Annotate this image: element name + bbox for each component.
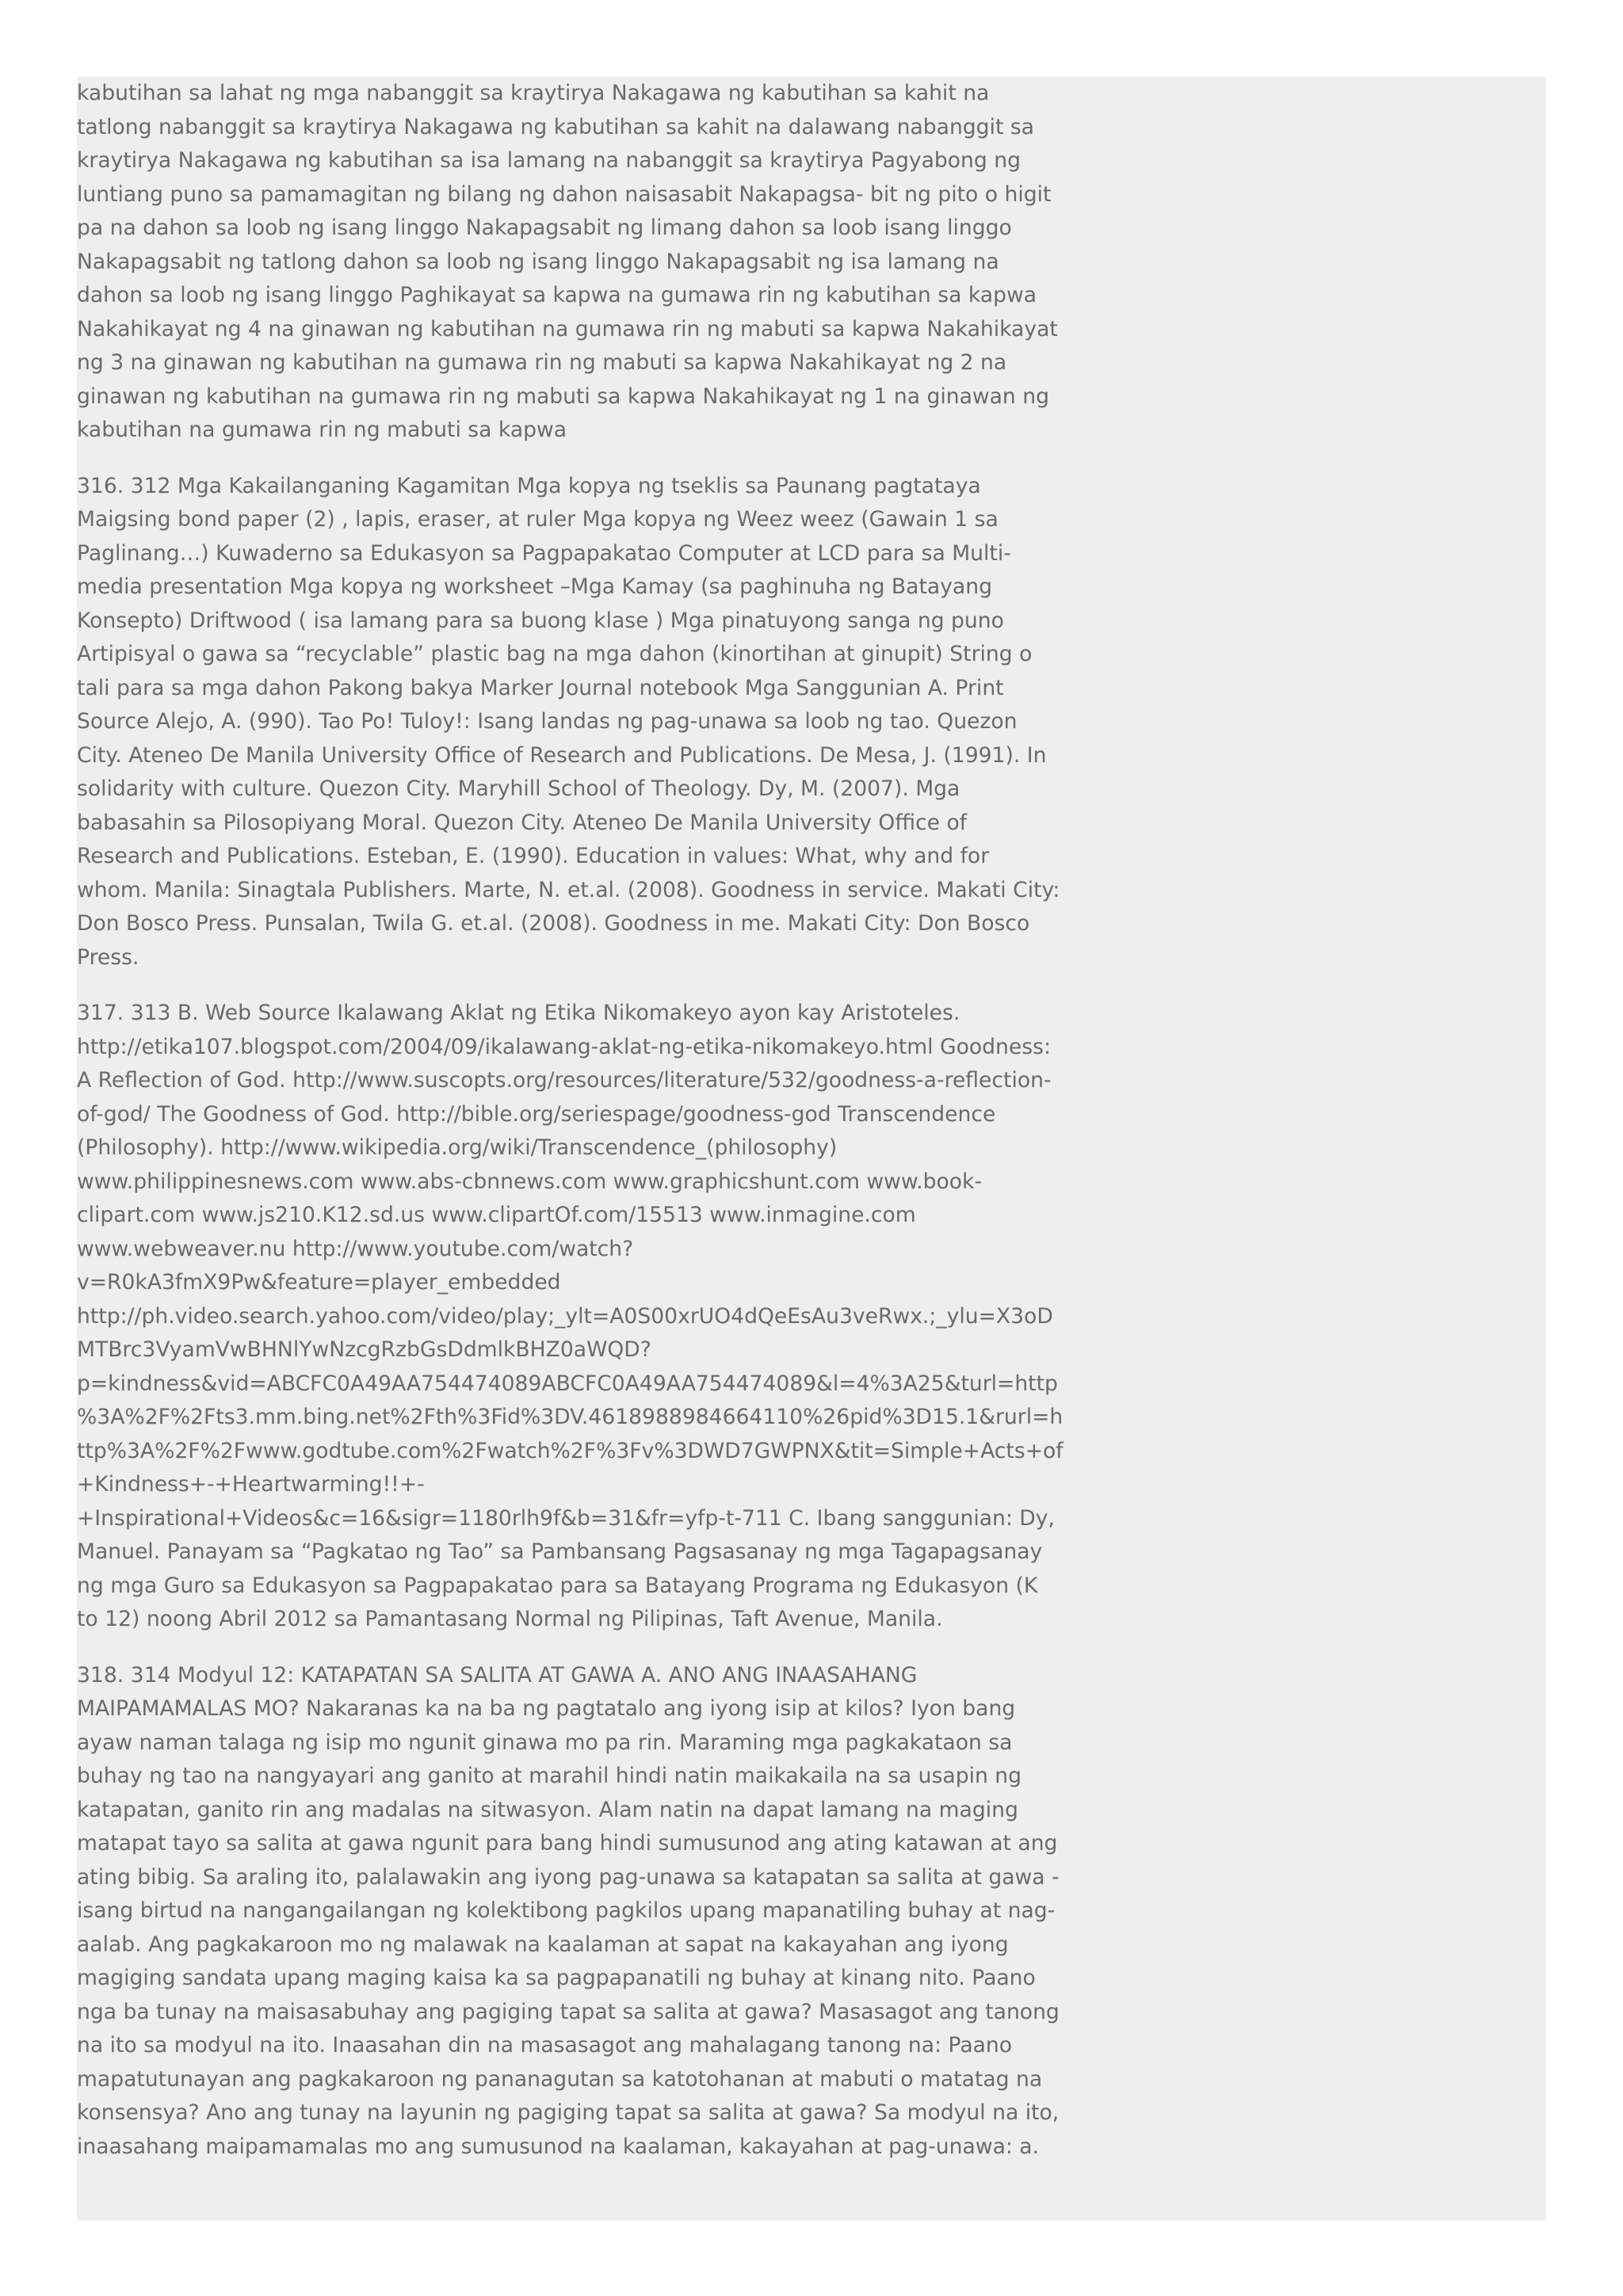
paragraph-318-modyul-12: 318. 314 Modyul 12: KATAPATAN SA SALITA AT GAWA A. ANO ANG INAASAHANG MAIPAMAMALAS MO? Nakaranas ka na ba ng pagtatalo ang iyong isip at kilos? Iyon bang ayaw naman talaga ng isip mo ngunit ginawa mo pa rin. Maraming mga pagkakataon sa buhay ng tao na nangyayari ang ganito at marahil hindi natin maikakaila na sa usapin ng katapatan, ganito rin ang madalas na sitwasyon. Alam natin na dapat lamang na maging matapat tayo sa salita at gawa ngunit para bang hindi sumusunod ang ating katawan at ang ating bibig. Sa araling ito, palalawakin ang iyong pag-unawa sa katapatan sa salita at gawa - isang birtud na nangangailangan ng kolektibong pagkilos upang mapanatiling buhay at nag-aalab. Ang pagkakaroon mo ng malawak na kaalaman at sapat na kakayahan ang iyong magiging sandata upang maging kaisa ka sa pagpapanatili ng buhay at kinang nito. Paano nga ba tunay na maisasabuhay ang pagiging tapat sa salita at gawa? Masasagot ang tanong na ito sa modyul na ito. Inaasahan din na masasagot ang mahalagang tanong na: Paano mapatutunayan ang pagkakaroon ng pananagutan sa katotohanan at mabuti o matatag na konsensya? Ano ang tunay na layunin ng pagiging tapat sa salita at gawa? Sa modyul na ito, inaasahang maipamamalas mo ang sumusunod na kaalaman, kakayahan at pag-unawa: a.	[77, 1662, 1060, 2159]
paragraph-316-materials: 316. 312 Mga Kakailanganing Kagamitan Mga kopya ng tseklis sa Paunang pagtataya Maigsing bond paper (2) , lapis, eraser, at ruler Mga kopya ng Weez weez (Gawain 1 sa Paglinang…) Kuwaderno sa Edukasyon sa Pagpapakatao Computer at LCD para sa Multi-media presentation Mga kopya ng worksheet –Mga Kamay (sa paghinuha ng Batayang Konsepto) Driftwood ( isa lamang para sa buong klase ) Mga pinatuyong sanga ng puno Artipisyal o gawa sa “recyclable” plastic bag na mga dahon (kinortihan at ginupit) String o tali para sa mga dahon Pakong bakya Marker Journal notebook Mga Sanggunian A. Print Source Alejo, A. (990). Tao Po! Tuloy!: Isang landas ng pag-unawa sa loob ng tao. Quezon City. Ateneo De Manila University Office of Research and Publications. De Mesa, J. (1991). In solidarity with culture. Quezon City. Maryhill School of Theology. Dy, M. (2007). Mga babasahin sa Pilosopiyang Moral. Quezon City. Ateneo De Manila University Office of Research and Publications. Esteban, E. (1990). Education in values: What, why and for whom. Manila: Sinagtala Publishers. Marte, N. et.al. (2008). Goodness in service. Makati City: Don Bosco Press. Punsalan, Twila G. et.al. (2008). Goodness in me. Makati City: Don Bosco Press.	[77, 473, 1060, 970]
paragraph-criteria-continued: kabutihan sa lahat ng mga nabanggit sa kraytirya Nakagawa ng kabutihan sa kahit na tatlong nabanggit sa kraytirya Nakagawa ng kabutihan sa kahit na dalawang nabanggit sa kraytirya Nakagawa ng kabutihan sa isa lamang na nabanggit sa kraytirya Pagyabong ng luntiang puno sa pamamagitan ng bilang ng dahon naisasabit Nakapagsa- bit ng pito o higit pa na dahon sa loob ng isang linggo Nakapagsabit ng limang dahon sa loob isang linggo Nakapagsabit ng tatlong dahon sa loob ng isang linggo Nakapagsabit ng isa lamang na dahon sa loob ng isang linggo Paghikayat sa kapwa na gumawa rin ng kabutihan sa kapwa Nakahikayat ng 4 na ginawan ng kabutihan na gumawa rin ng mabuti sa kapwa Nakahikayat ng 3 na ginawan ng kabutihan na gumawa rin ng mabuti sa kapwa Nakahikayat ng 2 na ginawan ng kabutihan na gumawa rin ng mabuti sa kapwa Nakahikayat ng 1 na ginawan ng kabutihan na gumawa rin ng mabuti sa kapwa	[77, 81, 1058, 442]
paragraph-317-web-sources: 317. 313 B. Web Source Ikalawang Aklat ng Etika Nikomakeyo ayon kay Aristoteles. http://etika107.blogspot.com/2004/09/ikalawang-aklat-ng-etika-nikomakeyo.html Goodness: A Reflection of God. http://www.suscopts.org/resources/literature/532/goodness-a-reflection-of-god/ The Goodness of God. http://bible.org/seriespage/goodness-god Transcendence (Philosophy). http://www.wikipedia.org/wiki/Transcendence_(philosophy) www.philippinesnews.com www.abs-cbnnews.com www.graphicshunt.com www.book-clipart.com www.js210.K12.sd.us www.clipartOf.com/15513 www.inmagine.com www.webweaver.nu http://www.youtube.com/watch?v=R0kA3fmX9Pw&feature=player_embedded http://ph.video.search.yahoo.com/video/play;_ylt=A0S00xrUO4dQeEsAu3veRwx.;_ylu=X3oDMTBrc3VyamVwBHNlYwNzcgRzbGsDdmlkBHZ0aWQD?p=kindness&vid=ABCFC0A49AA754474089ABCFC0A49AA754474089&l=4%3A25&turl=http%3A%2F%2Fts3.mm.bing.net%2Fth%3Fid%3DV.4618988984664110%26pid%3D15.1&rurl=http%3A%2F%2Fwww.godtube.com%2Fwatch%2F%3Fv%3DWD7GWPNX&tit=Simple+Acts+of+Kindness+-+Heartwarming!!+-+Inspirational+Videos&c=16&sigr=1180rlh9f&b=31&fr=yfp-t-711 C. Ibang sanggunian: Dy, Manuel. Panayam sa “Pagkatao ng Tao” sa Pambansang Pagsasanay ng mga Tagapagsanay ng mga Guro sa Edukasyon sa Pagpapakatao para sa Batayang Programa ng Edukasyon (K to 12) noong Abril 2012 sa Pamantasang Normal ng Pilipinas, Taft Avenue, Manila.	[77, 1001, 1064, 1631]
document-body	[77, 77, 1064, 2186]
